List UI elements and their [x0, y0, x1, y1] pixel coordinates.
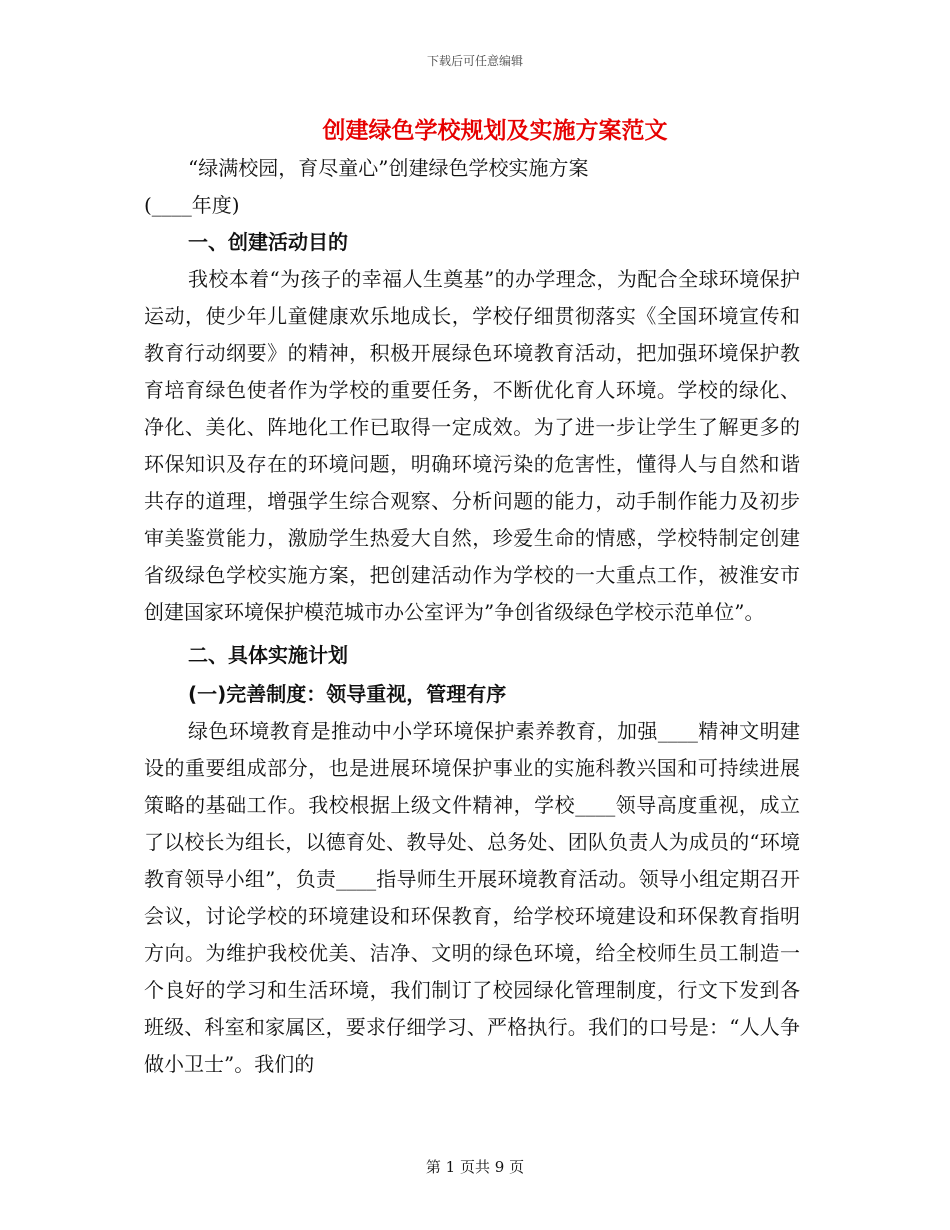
section-1-paragraph: 我校本着“为孩子的幸福人生奠基”的办学理念，为配合全球环境保护运动，使少年儿童健康欢乐地成长，学校仔细贯彻落实《全国环境宣传和教育行动纲要》的精神，积极开展绿色环境教育活动，把加强环境保护教育培育绿色使者作为学校的重要任务，不断优化育人环境。学校的绿化、净化、美化、阵地化工作已取得一定成效。为了进一步让学生了解更多的环保知识及存在的环境问题，明确环境污染的危害性，懂得人与自然和谐共存的道理，增强学生综合观察、分析问题的能力，动手制作能力及初步审美鉴赏能力，激励学生热爱大自然，珍爱生命的情感，学校特制定创建省级绿色学校实施方案，把创建活动作为学校的一大重点工作，被淮安市创建国家环境保护模范城市办公室评为”争创省级绿色学校示范单位”。 — [144, 267, 800, 624]
page-footer: 第 1 页共 9 页 — [425, 1158, 525, 1176]
document-subtitle: “绿满校园，育尽童心”创建绿色学校实施方案 — [188, 156, 589, 180]
section-2-heading: 二、具体实施计划 — [188, 643, 348, 667]
year-line: (____年度) — [144, 193, 240, 217]
document-body — [144, 150, 800, 1083]
section-2-subheading: (一)完善制度：领导重视，管理有序 — [188, 682, 507, 706]
section-2-paragraph: 绿色环境教育是推动中小学环境保护素养教育，加强____精神文明建设的重要组成部分，也是进展环境保护事业的实施科教兴国和可持续进展策略的基础工作。我校根据上级文件精神，学校____领导高度重视，成立了以校长为组长，以德育处、教导处、总务处、团队负责人为成员的“环境教育领导小组”，负责____指导师生开展环境教育活动。领导小组定期召开会议，讨论学校的环境建设和环保教育，给学校环境建设和环保教育指明方向。为维护我校优美、洁净、文明的绿色环境，给全校师生员工制造一个良好的学习和生活环境，我们制订了校园绿化管理制度，行文下发到各班级、科室和家属区，要求仔细学习、严格执行。我们的口号是：“人人争做小卫士”。我们的 — [144, 719, 800, 1076]
document-title: 创建绿色学校规划及实施方案范文 — [322, 117, 668, 144]
section-1-heading: 一、创建活动目的 — [188, 230, 348, 254]
page-header-note: 下载后可任意编辑 — [426, 54, 523, 68]
